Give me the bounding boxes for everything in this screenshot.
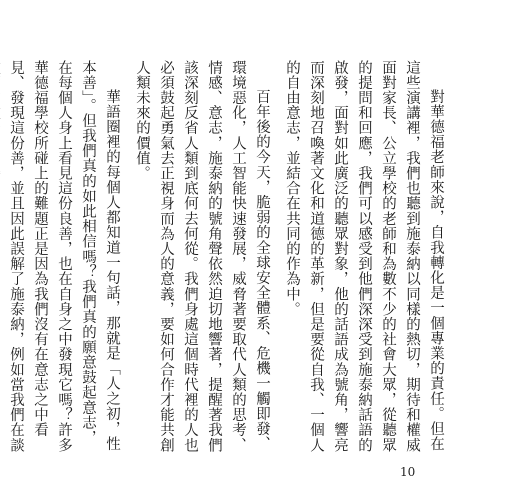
page-number: 10: [400, 465, 416, 479]
paragraph-3: 華語圈裡的每個人都知道一句話，那就是「人之初，性本善」。但我們真的如此相信嗎？我們真的願意鼓起意志，在每個人身上看見這份良善，也在自身之中發現它嗎？許多華德福學校所碰上的難題正是因為我們沒有在意志之中看見、發現這份善，並且因此誤解了施泰納，例如當我們在談: [8, 60, 120, 453]
paragraph-2: 百年後的今天，脆弱的全球安全體系、危機一觸即發、環境惡化，人工智能快速發展，威脅著要取代人類的思考、情感、意志，施泰納的號角聲依然迫切地響著，提醒著我們該深刻反省人類到底何去何從。我們身處這個時代裡的人也必須鼓起勇氣去正視身而為人的意義，要如何合作才能共創人類未來的價值。: [134, 60, 270, 453]
paragraph-1: 對華德福老師來說，自我轉化是一個專業的責任。但在這些演講裡，我們也聽到施泰納以同樣的熱切，期待和權威面對家長、公立學校的老師和為數不少的社會大眾，從聽眾的提問和回應，我們可以感受到他們深深受到施泰納話語的啟發，面對如此廣泛的聽眾對象，他的話語成為號角，響亮而深刻地召喚著文化和道德的革新，但是要從自我、一個人的自由意志，並結合在共同的作為中。: [284, 60, 444, 453]
vertical-text-body: [0, 60, 448, 455]
